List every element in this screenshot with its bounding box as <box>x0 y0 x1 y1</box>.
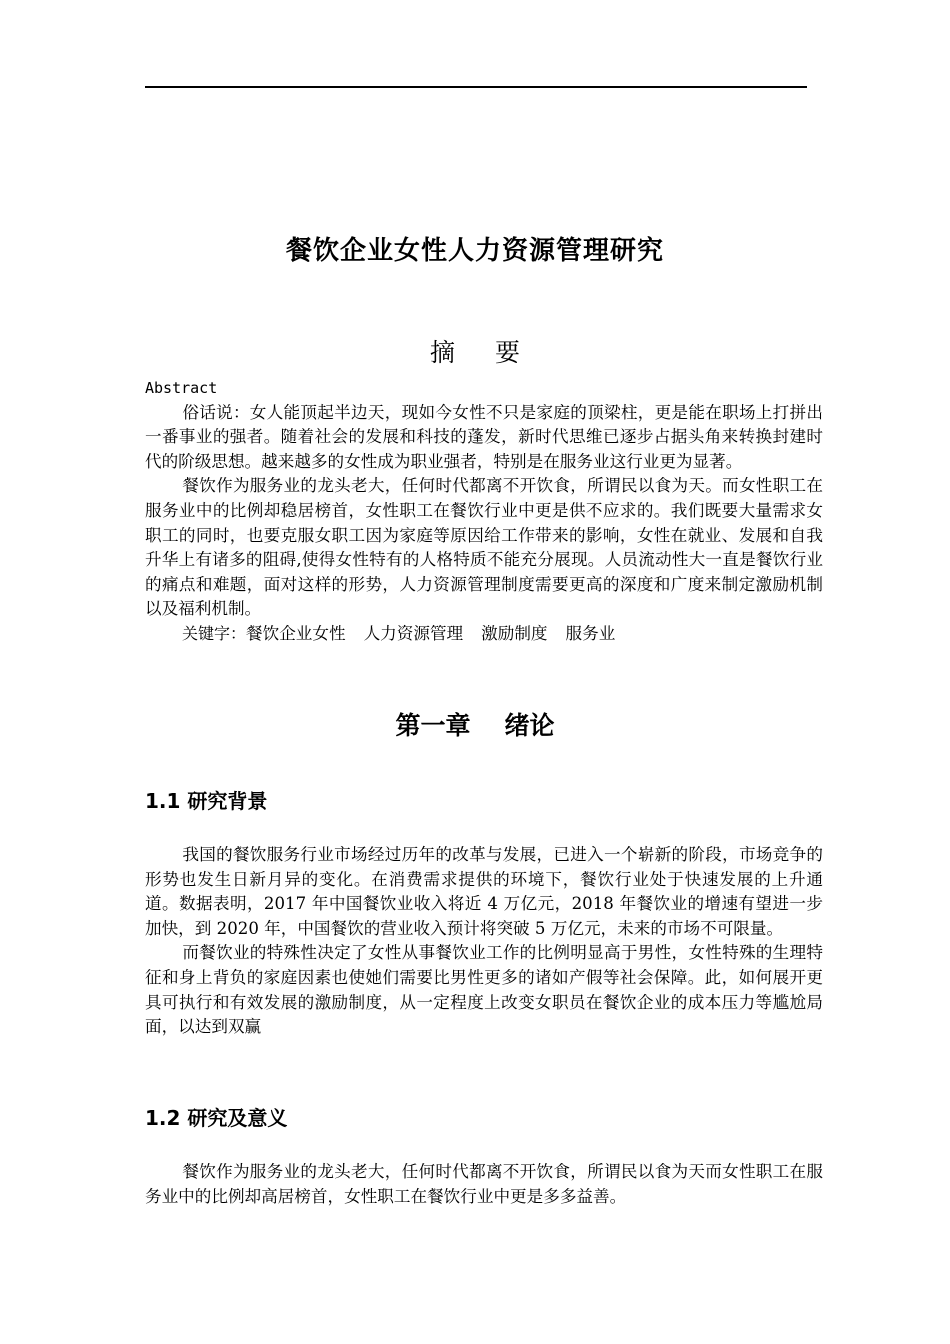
abstract-block <box>145 376 823 647</box>
abstract-heading-left: 摘 <box>429 338 455 367</box>
keywords-line <box>145 622 823 647</box>
chapter-heading <box>0 706 950 742</box>
abstract-heading <box>0 333 950 369</box>
abstract-paragraph: 餐饮作为服务业的龙头老大，任何时代都离不开饮食，所谓民以食为天。而女性职工在服务业中的比例却稳居榜首，女性职工在餐饮行业中更是供不应求的。我们既要大量需求女职工的同时，也要克服女职工因为家庭等原因给工作带来的影响，女性在就业、发展和自我升华上有诸多的阻碍,使得女性特有的人格特质不能充分展现。人员流动性大一直是餐饮行业的痛点和难题，面对这样的形势，人力资源管理制度需要更高的深度和广度来制定激励机制以及福利机制。 <box>145 476 823 619</box>
section-heading: 1.1 研究背景 <box>145 789 268 813</box>
abstract-label: Abstract <box>145 379 218 397</box>
section-body <box>145 1160 823 1209</box>
keyword: 激励制度 <box>481 623 548 643</box>
section-body <box>145 843 823 1040</box>
section-paragraph: 我国的餐饮服务行业市场经过历年的改革与发展，已进入一个崭新的阶段，市场竞争的形势也发生日新月异的变化。在消费需求提供的环境下，餐饮行业处于快速发展的上升通道。数据表明，2017 年中国餐饮业收入将近 4 万亿元，2018 年餐饮业的增速有望进一步加快，到 2020 年，中国餐饮的营业收入预计将突破 5 万亿元，未来的市场不可限量。 <box>145 845 823 938</box>
keyword: 人力资源管理 <box>363 623 464 643</box>
abstract-paragraph: 俗话说：女人能顶起半边天，现如今女性不只是家庭的顶梁柱，更是能在职场上打拼出一番事业的强者。随着社会的发展和科技的蓬发，新时代思维已逐步占据头角来转换封建时代的阶级思想。越来越多的女性成为职业强者，特别是在服务业这行业更为显著。 <box>145 402 823 471</box>
keyword: 服务业 <box>565 623 616 643</box>
chapter-title: 绪论 <box>504 711 555 740</box>
keywords-label: 关键字： <box>182 623 247 643</box>
header-rule <box>145 86 807 88</box>
document-title: 餐饮企业女性人力资源管理研究 <box>285 236 664 266</box>
section-paragraph: 餐饮作为服务业的龙头老大，任何时代都离不开饮食，所谓民以食为天而女性职工在服务业中的比例却高居榜首，女性职工在餐饮行业中更是多多益善。 <box>145 1162 823 1206</box>
section-heading: 1.2 研究及意义 <box>145 1106 288 1130</box>
section-paragraph: 而餐饮业的特殊性决定了女性从事餐饮业工作的比例明显高于男性，女性特殊的生理特征和身上背负的家庭因素也使她们需要比男性更多的诸如产假等社会保障。此，如何展开更具可执行和有效发展的激励制度，从一定程度上改变女职员在餐饮企业的成本压力等尴尬局面，以达到双赢 <box>145 943 823 1037</box>
keyword: 餐饮企业女性 <box>246 623 346 643</box>
abstract-heading-right: 要 <box>495 338 521 367</box>
chapter-number: 第一章 <box>395 711 471 740</box>
